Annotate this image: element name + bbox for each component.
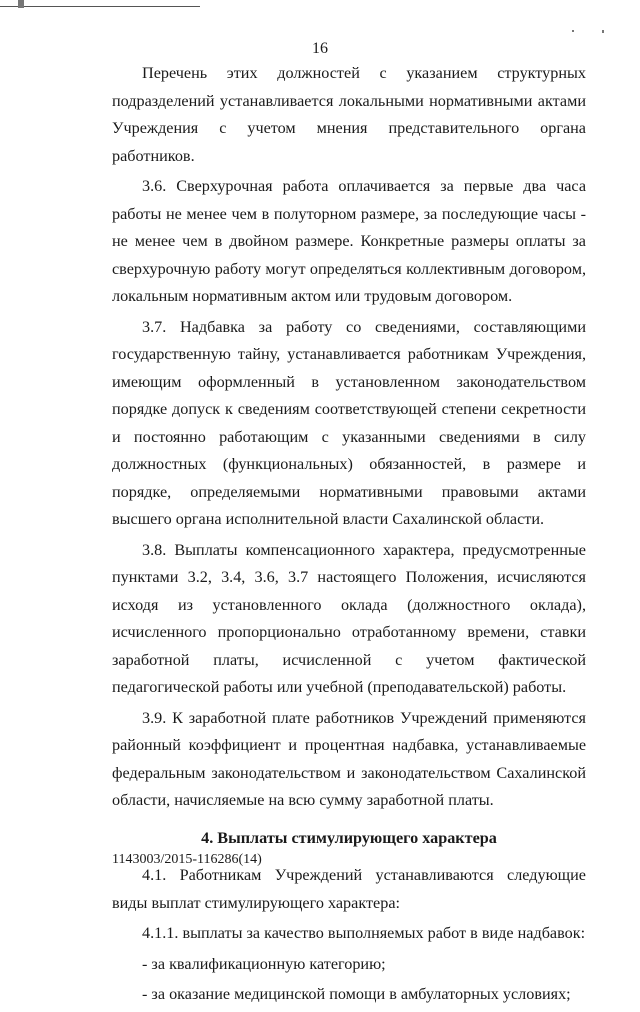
paragraph: 3.6. Сверхурочная работа оплачивается за первые два часа работы не менее чем в полуторном размере, за последующие часы - не менее чем в двойном размере. Конкретные размеры оплаты за сверхурочную работу могут определяться коллективным договором, локальным нормативным актом или трудовым договором. <box>112 177 586 305</box>
paragraph: 3.9. К заработной плате работников Учреждений применяются районный коэффициент и процентная надбавка, устанавливаемые федеральным законодательством и законодательством Сахалинской области, начисляемые на всю сумму заработной платы. <box>112 708 586 809</box>
scan-edge-mark <box>0 6 200 7</box>
paragraph: Перечень этих должностей с указанием структурных подразделений устанавливается локальными нормативными актами Учреждения с учетом мнения представительного органа работников. <box>112 64 586 165</box>
scan-speck <box>572 30 574 32</box>
scan-speck <box>602 30 604 33</box>
list-item: 4.1.1. выплаты за качество выполняемых работ в виде надбавок: <box>142 924 586 942</box>
scan-speck <box>18 0 24 8</box>
paragraph: 3.7. Надбавка за работу со сведениями, составляющими государственную тайну, устанавливается работникам Учреждения, имеющим оформленный в установленном законодательством порядке допуск к сведениям соответствующей степени секретности и постоянно работающим с указанными сведениями в силу должностных (функциональных) обязанностей, в размере и порядке, определяемыми нормативными правовыми актами высшего органа исполнительной власти Сахалинской области. <box>112 317 586 528</box>
paragraph: 3.8. Выплаты компенсационного характера, предусмотренные пунктами 3.2, 3.4, 3.6, 3.7 настоящего Положения, исчисляются исходя из установленного оклада (должностного оклада), исчисленного пропорционально отработанному времени, ставки заработной платы, исчисленной с учетом фактической педагогической работы или учебной (преподавательской) работы. <box>112 540 586 696</box>
page-number: 16 <box>312 40 328 57</box>
list-item: - за квалификационную категорию; <box>142 954 386 973</box>
paragraph: 4.1. Работникам Учреждений устанавливаются следующие виды выплат стимулирующего характера: <box>112 866 586 912</box>
section-heading: 4. Выплаты стимулирующего характера <box>201 828 497 847</box>
document-code: 1143003/2015-116286(14) <box>112 852 262 867</box>
list-item: - за оказание медицинской помощи в амбулаторных условиях; <box>142 985 571 1003</box>
document-body <box>112 60 586 1012</box>
